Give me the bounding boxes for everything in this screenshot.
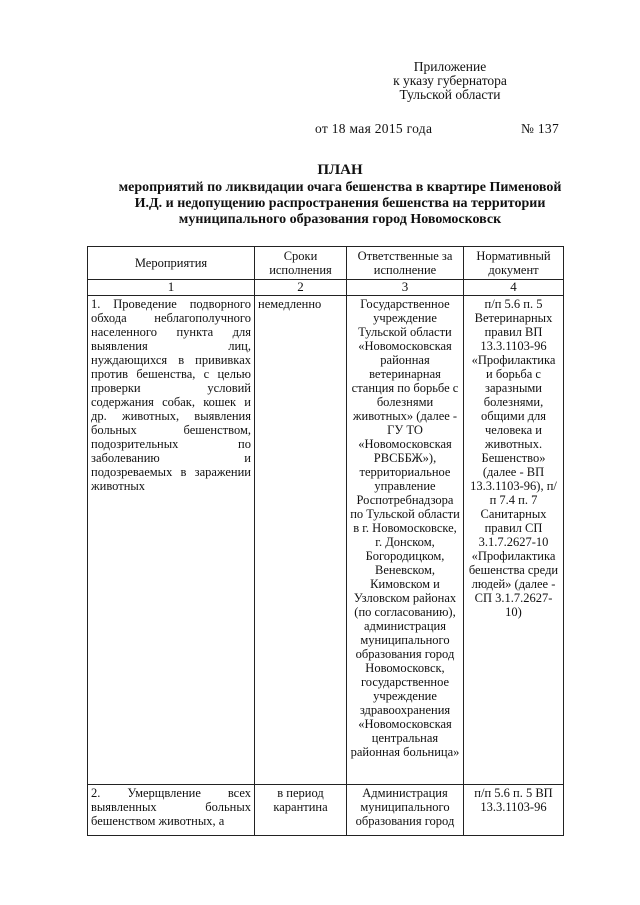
plan-table <box>87 246 564 836</box>
column-number: 2 <box>255 280 347 296</box>
document-cell: п/п 5.6 п. 5 ВП 13.3.1103-96 <box>464 785 564 836</box>
order-date: от 18 мая 2015 года <box>315 121 433 136</box>
column-number-row <box>88 280 564 296</box>
header-responsible: Ответственные за исполнение <box>347 247 464 280</box>
responsible-cell: Государственное учреждение Тульской области «Новомосковская районная ветеринарная станция по борьбе с болезнями животных» (далее - ГУ ТО «Новомосковская РВСББЖ»), территориальное управление Роспотребнадзора по Тульской области в г. Новомосковске, г. Донском, Богородицком, Веневском, Кимовском и Узловском районах (по согласованию), администрация муниципального образования город Новомосковск, государственное учреждение здравоохранения «Новомосковская центральная районная больница» <box>347 296 464 785</box>
order-line <box>315 121 560 137</box>
appendix-line-2: к указу губернатора <box>393 73 507 88</box>
measure-cell: 1. Проведение подворного обхода неблагополучного населенного пункта для выявления лиц, нуждающихся в прививках против бешенства, с целью проверки условий содержания собак, кошек и др. животных, выявления больных бешенством, подозрительных по заболеванию и подозреваемых в заражении животных <box>88 296 255 785</box>
table-row <box>88 785 564 836</box>
document-title <box>70 162 610 228</box>
header-measures: Мероприятия <box>88 247 255 280</box>
appendix-line-1: Приложение <box>413 59 487 74</box>
title-line-3: муниципального образования город Новомосковск <box>178 212 502 227</box>
table-row <box>88 296 564 785</box>
order-number: № 137 <box>521 121 560 136</box>
title-line-1: мероприятий по ликвидации очага бешенства в квартире Пименовой <box>118 180 562 195</box>
appendix-line-3: Тульской области <box>399 87 501 102</box>
measure-cell: 2. Умерщвление всех выявленных больных бешенством животных, а <box>88 785 255 836</box>
document-cell: п/п 5.6 п. 5 Ветеринарных правил ВП 13.3.1103-96 «Профилактика и борьба с заразными болезнями, общими для человека и животных. Бешенство» (далее - ВП 13.3.1103-96), п/п 7.4 п. 7 Санитарных правил СП 3.1.7.2627-10 «Профилактика бешенства среди людей» (далее - СП 3.1.7.2627-10) <box>464 296 564 785</box>
column-number: 1 <box>88 280 255 296</box>
responsible-cell: Администрация муниципального образования город <box>347 785 464 836</box>
deadline-cell: немедленно <box>255 296 347 785</box>
column-number: 3 <box>347 280 464 296</box>
column-number: 4 <box>464 280 564 296</box>
title-heading: ПЛАН <box>317 162 363 178</box>
title-line-2: И.Д. и недопущению распространения бешенства на территории <box>134 196 546 211</box>
deadline-cell: в период карантина <box>255 785 347 836</box>
table-header-row <box>88 247 564 280</box>
header-document: Нормативный документ <box>464 247 564 280</box>
header-deadline: Сроки исполнения <box>255 247 347 280</box>
appendix-block <box>380 60 520 102</box>
